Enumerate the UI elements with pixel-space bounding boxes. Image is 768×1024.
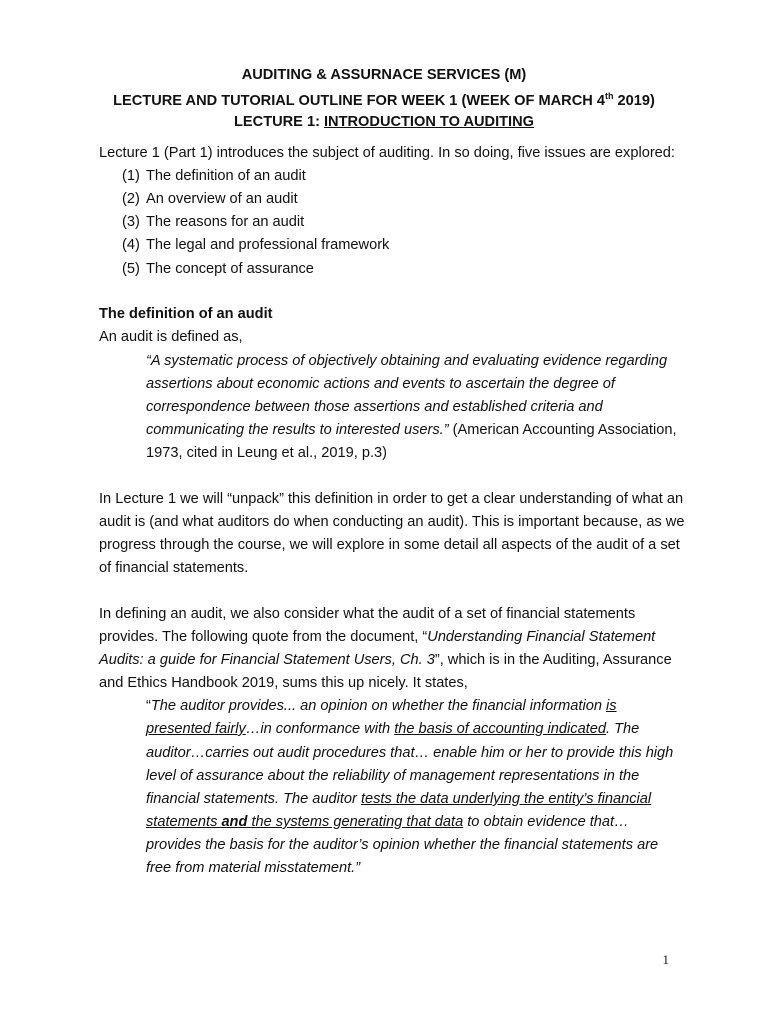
list-text: An overview of an audit bbox=[146, 191, 298, 207]
text-run: . The bbox=[605, 721, 640, 737]
text-run: to obtain evidence that… bbox=[463, 814, 629, 830]
list-item bbox=[122, 168, 306, 184]
definition-quote-line bbox=[146, 422, 677, 438]
text-run: provides. The following quote from the document, “ bbox=[99, 629, 428, 645]
document-title: Understanding Financial Statement bbox=[427, 629, 656, 645]
text-run: …in conformance with bbox=[245, 721, 395, 737]
quote-line bbox=[146, 721, 639, 737]
paragraph-line: In defining an audit, we also consider what the audit of a set of financial statements bbox=[99, 606, 636, 622]
list-item bbox=[122, 214, 304, 230]
lecture-title bbox=[0, 114, 768, 130]
paragraph-line: In Lecture 1 we will “unpack” this definition in order to get a clear understanding of what an bbox=[99, 491, 684, 507]
page-number: 1 bbox=[662, 952, 669, 967]
text-run: financial statements. The auditor bbox=[146, 791, 361, 807]
course-title: AUDITING & ASSURNACE SERVICES (M) bbox=[241, 67, 527, 83]
quote-line bbox=[146, 791, 651, 807]
quote-line: level of assurance about the reliability of management representations in the bbox=[146, 768, 640, 784]
quote-line: provides the basis for the auditor’s opinion whether the financial statements are bbox=[146, 837, 659, 853]
list-number: (2) bbox=[122, 191, 140, 207]
definition-quote-end: communicating the results to interested users.” bbox=[146, 422, 449, 438]
definition-quote-line: “A systematic process of objectively obtaining and evaluating evidence regarding bbox=[146, 353, 668, 369]
outline-title-sup: th bbox=[604, 91, 614, 101]
underlined-text: the basis of accounting indicated bbox=[394, 721, 606, 737]
bold-underlined-text: and bbox=[221, 814, 248, 830]
quote-line bbox=[146, 698, 617, 714]
text-run: The auditor provides... an opinion on whether the financial information bbox=[150, 698, 606, 714]
paragraph-line: of financial statements. bbox=[99, 560, 249, 576]
underlined-text: statements bbox=[146, 814, 222, 830]
paragraph-line bbox=[99, 629, 655, 645]
quote-line bbox=[146, 814, 629, 830]
list-number: (4) bbox=[122, 237, 140, 253]
underlined-text: presented fairly bbox=[146, 721, 246, 737]
paragraph-line: and Ethics Handbook 2019, sums this up nicely. It states, bbox=[99, 675, 468, 691]
list-item bbox=[122, 261, 314, 277]
citation: (American Accounting Association, bbox=[448, 422, 677, 438]
list-item bbox=[122, 237, 389, 253]
document-title: Audits: a guide for Financial Statement Users, Ch. 3 bbox=[99, 652, 435, 668]
outline-title bbox=[0, 91, 768, 109]
list-item bbox=[122, 191, 298, 207]
outline-title-text: LECTURE AND TUTORIAL OUTLINE FOR WEEK 1 (WEEK OF MARCH 4 bbox=[113, 92, 605, 109]
underlined-text: the systems generating that data bbox=[247, 814, 464, 830]
quote-mark: “ bbox=[146, 698, 151, 714]
quote-line: auditor…carries out audit procedures that… enable him or her to provide this high bbox=[146, 745, 674, 761]
intro-paragraph: Lecture 1 (Part 1) introduces the subject of auditing. In so doing, five issues are explored: bbox=[99, 145, 675, 161]
paragraph-line bbox=[99, 652, 672, 668]
section-heading: The definition of an audit bbox=[99, 306, 273, 322]
list-number: (3) bbox=[122, 214, 140, 230]
paragraph-line: progress through the course, we will explore in some detail all aspects of the audit of a set bbox=[99, 537, 680, 553]
list-number: (1) bbox=[122, 168, 140, 184]
list-text: The reasons for an audit bbox=[146, 214, 305, 230]
lecture-label: LECTURE 1: bbox=[234, 114, 324, 130]
list-text: The concept of assurance bbox=[146, 261, 314, 277]
citation-line: 1973, cited in Leung et al., 2019, p.3) bbox=[146, 445, 387, 461]
paragraph-line: audit is (and what auditors do when conducting an audit). This is important because, as we bbox=[99, 514, 685, 530]
underlined-text: is bbox=[606, 698, 617, 714]
quote-line: free from material misstatement.” bbox=[146, 860, 361, 876]
section-lead: An audit is defined as, bbox=[99, 329, 243, 345]
list-number: (5) bbox=[122, 261, 140, 277]
outline-title-year: 2019) bbox=[613, 92, 655, 109]
text-run: ”, which is in the Auditing, Assurance bbox=[434, 652, 672, 668]
underlined-text: tests the data underlying the entity’s financial bbox=[360, 791, 652, 807]
lecture-topic: INTRODUCTION TO AUDITING bbox=[324, 114, 534, 130]
list-text: The definition of an audit bbox=[146, 168, 306, 184]
list-text: The legal and professional framework bbox=[146, 237, 390, 253]
definition-quote-line: assertions about economic actions and events to ascertain the degree of bbox=[146, 376, 615, 392]
definition-quote-line: correspondence between those assertions and established criteria and bbox=[146, 399, 603, 415]
